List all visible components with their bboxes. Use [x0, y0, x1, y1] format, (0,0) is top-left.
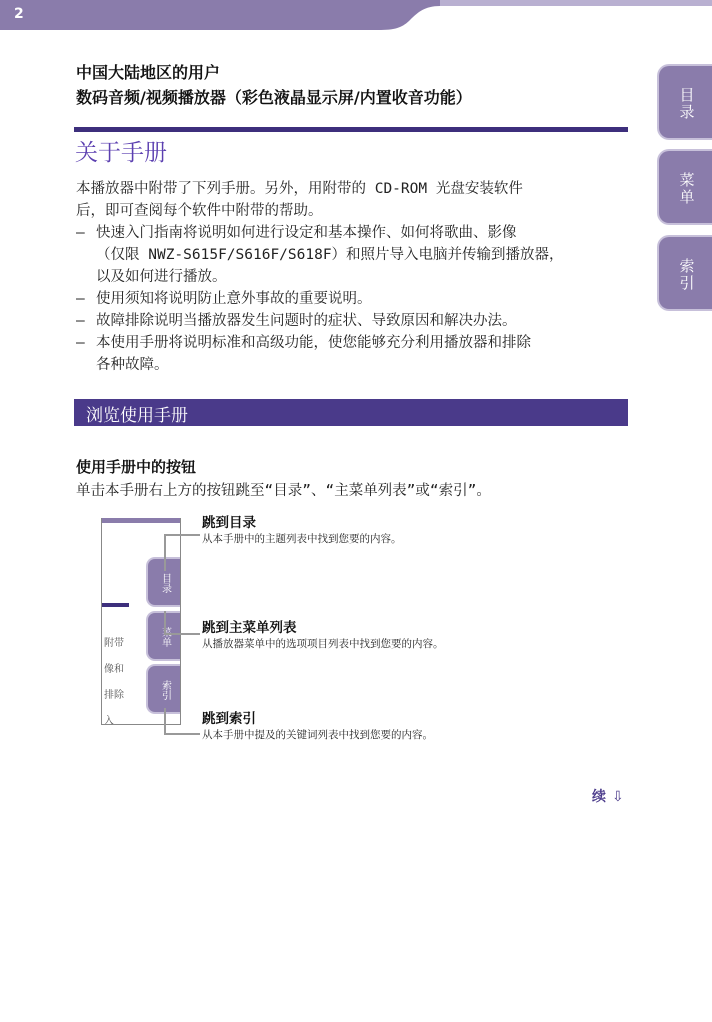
- illustration-tab-menu-label: 菜单: [159, 627, 171, 647]
- intro-line1: 本播放器中附带了下列手册。另外，用附带的 CD-ROM 光盘安装软件: [76, 181, 523, 197]
- side-tab-menu[interactable]: [657, 149, 712, 225]
- illustration-topbar: [102, 518, 181, 523]
- callout-jump-menu: [202, 619, 444, 652]
- illustration-rule: [102, 603, 129, 607]
- document-title-line1: 中国大陆地区的用户: [76, 63, 221, 82]
- illustration-tab-index-label: 索引: [159, 680, 171, 700]
- bullet-line: 本使用手册将说明标准和高级功能，使您能够充分利用播放器和排除: [96, 335, 531, 351]
- side-tab-index[interactable]: [657, 235, 712, 311]
- illustration-text-fragment: 排除: [104, 690, 124, 701]
- bullet-item: [76, 222, 626, 288]
- bullet-item: [76, 332, 626, 376]
- bullet-dash: –: [76, 225, 85, 241]
- illustration-tab-contents: [146, 557, 181, 607]
- continue-link[interactable]: [592, 786, 624, 806]
- callout-jump-contents: [202, 514, 402, 547]
- illustration-tab-index: [146, 664, 181, 714]
- bullet-dash: –: [76, 335, 85, 351]
- bullet-line: 使用须知将说明防止意外事故的重要说明。: [96, 291, 372, 307]
- bullet-line: 各种故障。: [96, 357, 169, 373]
- page-number: 2: [14, 6, 24, 22]
- body-text: [76, 178, 626, 376]
- illustration-text-fragment: 像和: [104, 664, 124, 675]
- bullet-item: [76, 288, 626, 310]
- section-title: 关于手册: [75, 140, 167, 166]
- illustration-page-edge: [101, 518, 181, 725]
- header-band-shape: [0, 0, 712, 30]
- callout-title: 跳到目录: [202, 515, 256, 531]
- callout-title: 跳到主菜单列表: [202, 620, 297, 636]
- callout-description: 从本手册中提及的关键词列表中找到您要的内容。: [202, 729, 433, 741]
- side-tab-contents[interactable]: [657, 64, 712, 140]
- bullet-item: [76, 310, 626, 332]
- callout-title: 跳到索引: [202, 711, 256, 727]
- subsection-title: 浏览使用手册: [86, 406, 188, 426]
- callout-jump-index: [202, 710, 433, 743]
- document-title-line2: 数码音频/视频播放器（彩色液晶显示屏/内置收音功能）: [76, 88, 472, 107]
- side-tab-menu-label: 菜单: [677, 172, 696, 206]
- side-tab-index-label: 索引: [677, 258, 696, 292]
- continue-label: 续: [592, 789, 606, 805]
- callout-description: 从本手册中的主题列表中找到您要的内容。: [202, 533, 402, 545]
- header-band: [0, 0, 712, 30]
- document-title: [76, 60, 472, 110]
- intro-line2: 后，即可查阅每个软件中附带的帮助。: [76, 203, 323, 219]
- illustration-tab-contents-label: 目录: [159, 573, 171, 593]
- bullet-line: 故障排除说明当播放器发生问题时的症状、导致原因和解决办法。: [96, 313, 517, 329]
- illustration-text-fragment: 附带: [104, 638, 124, 649]
- bullet-line: 以及如何进行播放。: [96, 269, 227, 285]
- callout-description: 从播放器菜单中的选项项目列表中找到您要的内容。: [202, 638, 444, 650]
- buttons-heading: 使用手册中的按钮: [76, 458, 197, 476]
- arrow-down-icon: ⇩: [612, 789, 624, 805]
- subsection-bar: [74, 399, 628, 426]
- illustration-text-fragment: 入: [104, 716, 114, 725]
- bullet-line: （仅限 NWZ-S615F/S616F/S618F）和照片导入电脑并传输到播放器，: [96, 247, 564, 263]
- bullet-line: 快速入门指南将说明如何进行设定和基本操作、如何将歌曲、影像: [96, 225, 517, 241]
- section-rule: [74, 127, 628, 132]
- side-tab-contents-label: 目录: [677, 87, 696, 121]
- buttons-description: 单击本手册右上方的按钮跳至“目录”、“主菜单列表”或“索引”。: [76, 483, 491, 499]
- illustration-tab-menu: [146, 611, 181, 661]
- bullet-dash: –: [76, 291, 85, 307]
- bullet-dash: –: [76, 313, 85, 329]
